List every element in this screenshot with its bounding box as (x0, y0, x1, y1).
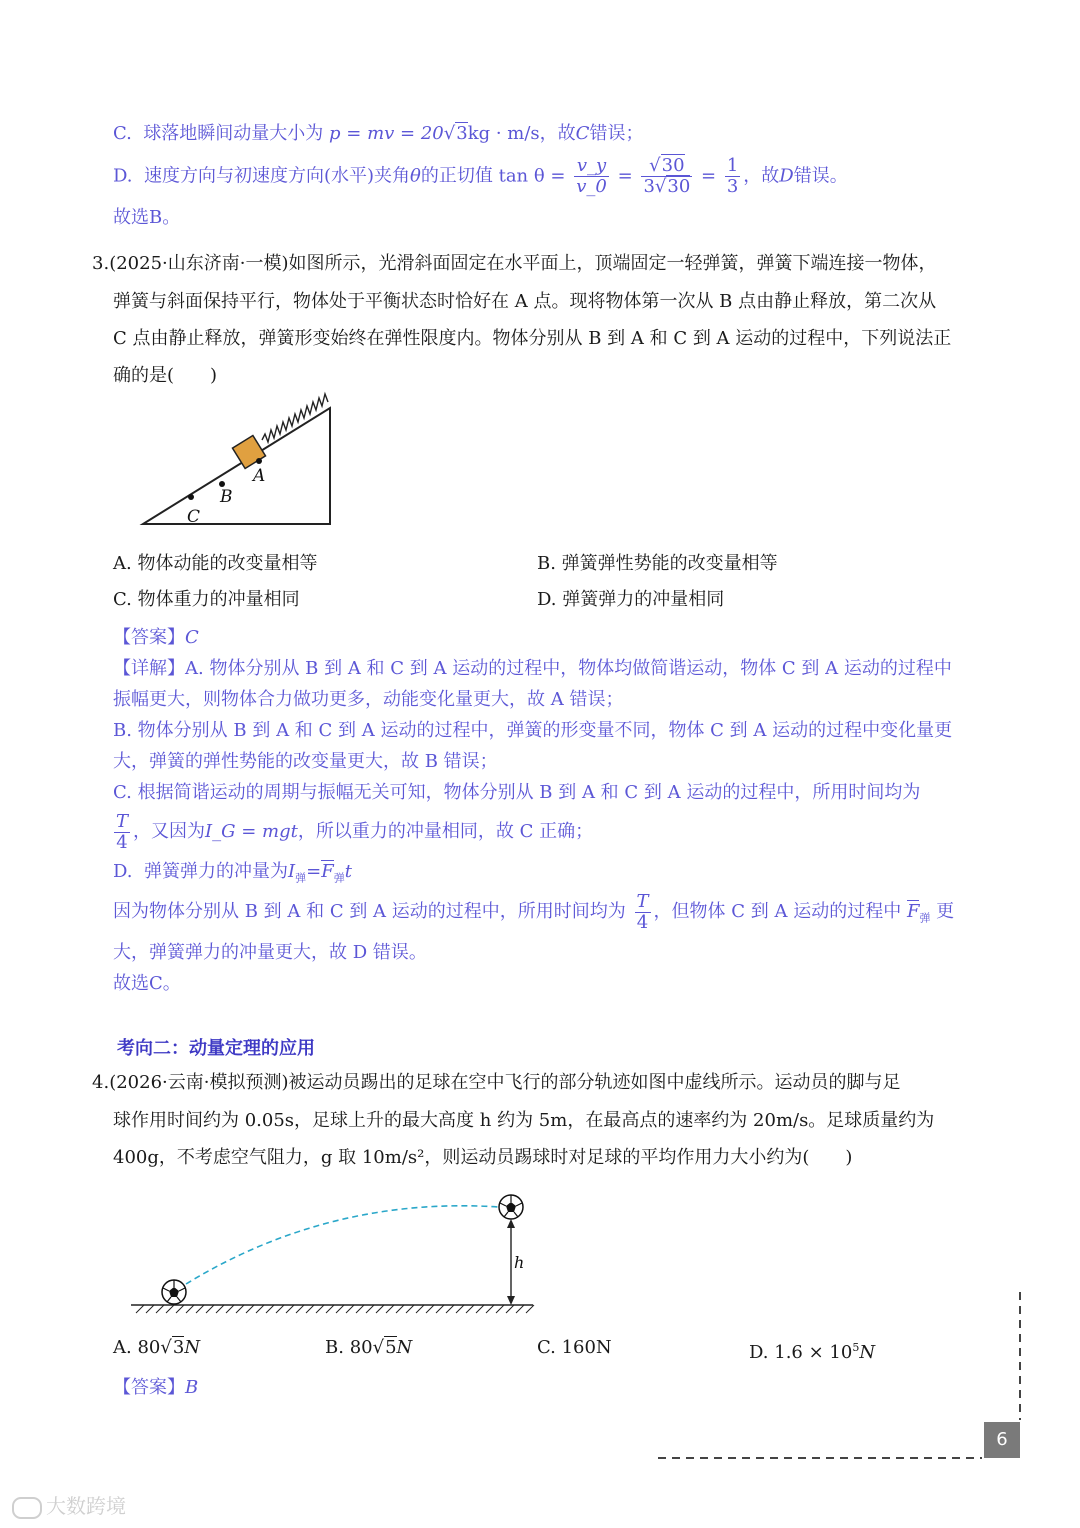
q3-detail-4: 大，弹簧的弹性势能的改变量更大，故 B 错误； (113, 751, 498, 772)
q4-option-a[interactable]: A. 80√3N (113, 1337, 201, 1358)
q3-detail-1: 【详解】A. 物体分别从 B 到 A 和 C 到 A 运动的过程中，物体均做简谐运动，物体 C 到 A 运动的过程中 (113, 658, 952, 679)
q3-line-3: C 点由静止释放，弹簧形变始终在弹性限度内。物体分别从 B 到 A 和 C 到 A 运动的过程中，下列说法正 (113, 328, 952, 349)
point-a-label: A (253, 466, 266, 486)
q3-line-2: 弹簧与斜面保持平行，物体处于平衡状态时恰好在 A 点。现将物体第一次从 B 点由静止释放，第二次从 (113, 291, 937, 312)
solution-line-d: D. 速度方向与初速度方向(水平)夹角θ的正切值 tan θ = $\frac{v\_y}{v\_0}$ = $\frac{√30}{3√30}$ = $\frac{1}{3}$ ，故D错误。 (113, 155, 848, 197)
height-label: h (514, 1253, 525, 1272)
q3-detail-3: B. 物体分别从 B 到 A 和 C 到 A 运动的过程中，弹簧的形变量不同，物体 C 到 A 运动的过程中变化量更 (113, 720, 953, 741)
watermark-logo-icon (12, 1497, 42, 1519)
q3-line-1: 3.(2025·山东济南·一模)如图所示，光滑斜面固定在水平面上，顶端固定一轻弹簧，弹簧下端连接一物体， (92, 253, 937, 274)
q4-option-c[interactable]: C. 160N (537, 1337, 612, 1358)
section-title: 考向二：动量定理的应用 (117, 1038, 315, 1059)
q4-option-b[interactable]: B. 80√5N (325, 1337, 413, 1358)
q3-detail-7: D. 弹簧弹力的冲量为$I_弹=F_弹t$ (113, 861, 352, 885)
solution-final: 故选B。 (113, 207, 181, 228)
q3-detail-6: $\frac{T}{4}$ ，又因为I_G = mgt，所以重力的冲量相同，故 C 正确； (116, 810, 594, 853)
page-number: 6 (984, 1422, 1020, 1458)
q3-final: 故选C。 (113, 973, 181, 994)
q4-line-3: 400g，不考虑空气阻力，g 取 10m/s²，则运动员踢球时对足球的平均作用力大小约为( ) (113, 1147, 853, 1168)
q4-answer: 【答案】B (113, 1377, 199, 1398)
q3-option-d[interactable]: D. 弹簧弹力的冲量相同 (537, 589, 725, 610)
q3-detail-5: C. 根据简谐运动的周期与振幅无关可知，物体分别从 B 到 A 和 C 到 A 运动的过程中，所用时间均为 (113, 782, 921, 803)
q3-option-b[interactable]: B. 弹簧弹性势能的改变量相等 (537, 553, 778, 574)
q4-line-2: 球作用时间约为 0.05s，足球上升的最大高度 h 约为 5m，在最高点的速率约为 20m/s。足球质量约为 (113, 1110, 935, 1131)
q3-detail-9: 大，弹簧弹力的冲量更大，故 D 错误。 (113, 942, 427, 963)
point-b-label: B (220, 487, 233, 507)
watermark: 大数跨境 (12, 1490, 126, 1519)
q3-answer: 【答案】C (113, 627, 199, 648)
solution-line-c: C. 球落地瞬间动量大小为 p = mv = 20√3kg · m/s，故C错误； (113, 123, 644, 144)
q4-option-d[interactable]: D. $1.6 \times 10^5N$ (749, 1341, 876, 1363)
q3-detail-8: 因为物体分别从 B 到 A 和 C 到 A 运动的过程中，所用时间均为 $\frac{T}{4}$ ，但物体 C 到 A 运动的过程中 $F_弹$ 更 (113, 890, 955, 933)
q3-option-a[interactable]: A. 物体动能的改变量相等 (113, 553, 318, 574)
q3-line-4: 确的是( ) (113, 365, 218, 386)
q3-option-c[interactable]: C. 物体重力的冲量相同 (113, 589, 300, 610)
q3-detail-2: 振幅更大，则物体合力做功更多，动能变化量更大，故 A 错误； (113, 689, 624, 710)
q4-line-1: 4.(2026·云南·模拟预测)被运动员踢出的足球在空中飞行的部分轨迹如图中虚线所示。运动员的脚与足 (92, 1072, 901, 1093)
point-c-label: C (187, 507, 201, 527)
